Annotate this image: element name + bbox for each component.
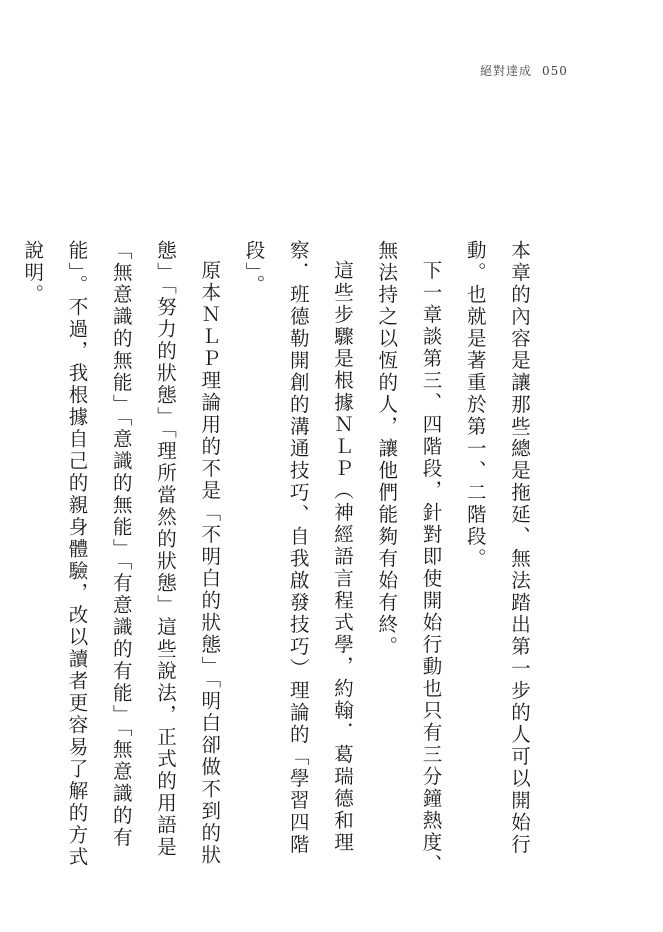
running-header-title: 絕對達成	[480, 64, 533, 78]
paragraph-5	[0, 240, 10, 880]
paragraph-4: 原本ＮＬＰ理論用的不是「不明白的狀態」「明白卻做不到的狀態」「努力的狀態」「理所當然的狀態」這些說法，正式的用語是「無意識的無能」「意識的無能」「有意識的有能」「無意識的有能」。不過，我根據自己的親身體驗，改以讀者更容易了解的方式說明。	[21, 240, 222, 869]
vertical-body-text	[0, 240, 541, 880]
paragraph-3: 這些步驟是根據ＮＬＰ（神經語言程式學，約翰．葛瑞德和理察．班德勒開創的溝通技巧、自我啟發技巧）理論的「學習四階段」。	[242, 240, 354, 856]
page-number: 050	[542, 64, 568, 78]
running-header	[480, 62, 568, 79]
paragraph-2: 下一章談第三、四階段，針對即使開始行動也只有三分鐘熱度、無法持之以恆的人，讓他們能夠有始有終。	[375, 240, 443, 876]
paragraph-1: 本章的內容是讓那些總是拖延、無法踏出第一步的人可以開始行動。也就是著重於第一、二階段。	[463, 240, 531, 856]
